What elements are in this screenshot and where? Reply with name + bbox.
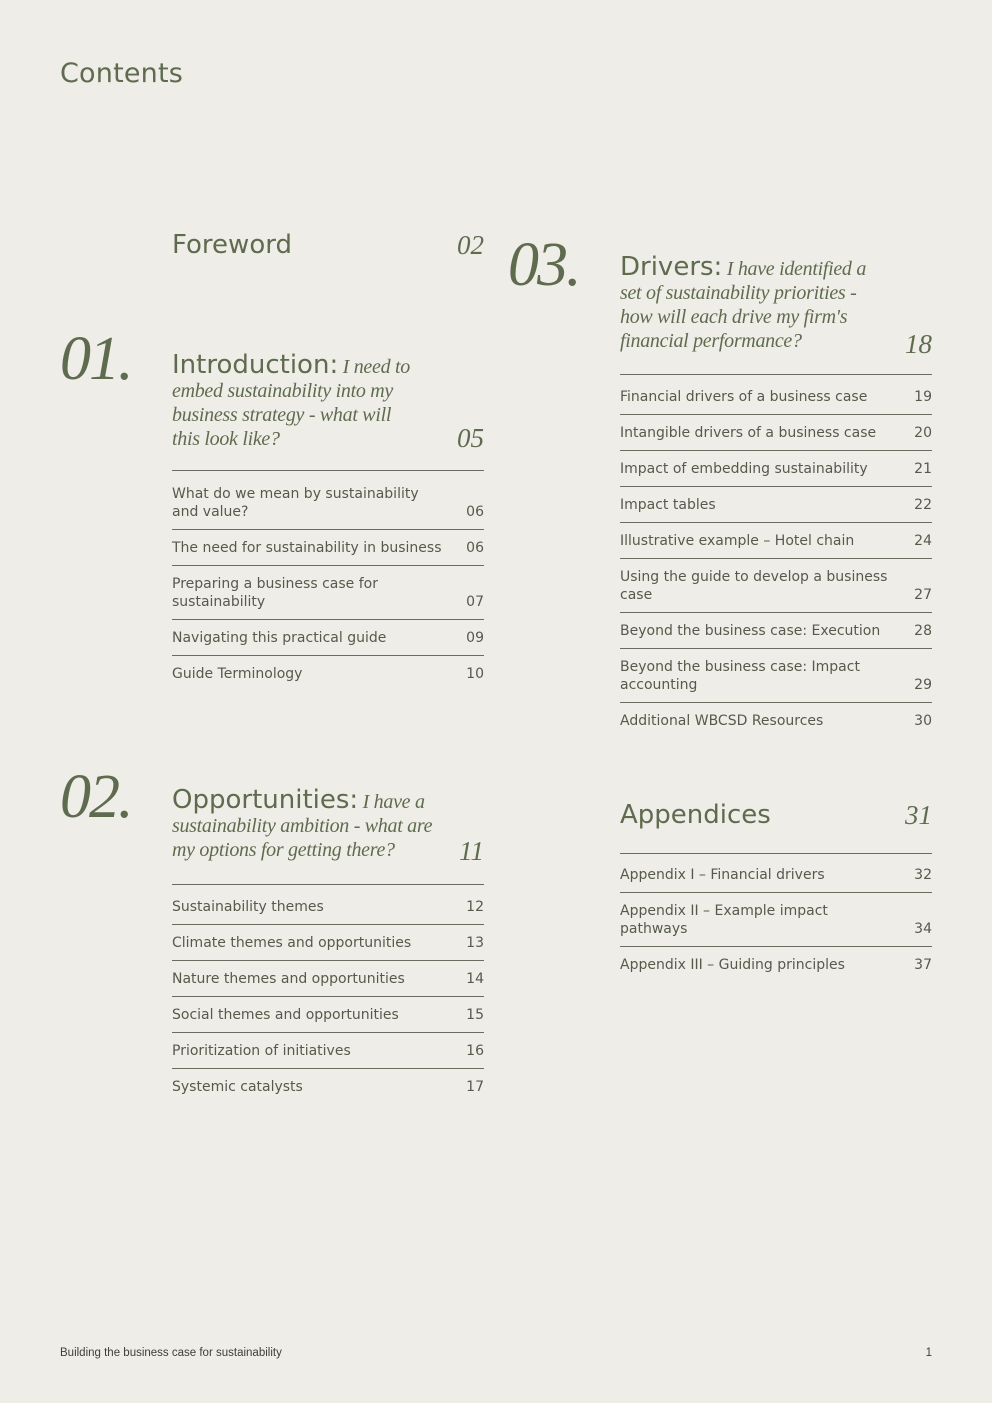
section-number: 03. [508, 231, 580, 299]
toc-item-label: Impact of embedding sustainability [620, 461, 868, 477]
toc-item-label: What do we mean by sustainability and value? [172, 486, 419, 520]
toc-item[interactable] [172, 961, 484, 997]
toc-item[interactable] [620, 854, 932, 893]
toc-item[interactable] [620, 947, 932, 982]
toc-item-page: 06 [466, 504, 484, 520]
footer-page-number: 1 [925, 1347, 932, 1359]
section-subtitle: I have identified a set of sustainability priorities - how will each drive my firm's financial performance? [620, 258, 867, 352]
toc-item-page: 13 [466, 935, 484, 951]
toc-item-label: Financial drivers of a business case [620, 389, 868, 405]
toc-item-label: Impact tables [620, 497, 716, 513]
toc-item-label: Climate themes and opportunities [172, 935, 412, 951]
appendices-heading[interactable] [620, 800, 932, 836]
section-number: 02. [60, 763, 132, 831]
toc-item-label: Preparing a business case for sustainability [172, 576, 378, 610]
toc-list-drivers [620, 374, 932, 738]
section-heading-opportunities[interactable] [172, 785, 484, 869]
toc-item-page: 19 [914, 389, 932, 405]
toc-item-page: 14 [466, 971, 484, 987]
toc-item[interactable] [620, 415, 932, 451]
toc-item-label: Beyond the business case: Execution [620, 623, 881, 639]
toc-item[interactable] [620, 523, 932, 559]
toc-item-label: Guide Terminology [172, 666, 303, 682]
toc-item-page: 06 [466, 540, 484, 556]
toc-item-page: 17 [466, 1079, 484, 1095]
section-title: Introduction: [172, 350, 339, 380]
toc-item[interactable] [172, 997, 484, 1033]
toc-item[interactable] [620, 487, 932, 523]
toc-item-page: 32 [914, 867, 932, 883]
section-subtitle: I need to embed sustainability into my business strategy - what will this look like? [172, 356, 410, 450]
toc-item-page: 20 [914, 425, 932, 441]
toc-item[interactable] [172, 1069, 484, 1104]
section-title: Drivers: [620, 252, 723, 282]
toc-item[interactable] [172, 566, 484, 620]
toc-item[interactable] [172, 620, 484, 656]
section-heading-drivers[interactable] [620, 252, 932, 360]
toc-item[interactable] [172, 885, 484, 925]
toc-item-page: 27 [914, 587, 932, 603]
toc-item-page: 29 [914, 677, 932, 693]
toc-item-label: Nature themes and opportunities [172, 971, 405, 987]
section-page: 11 [459, 836, 484, 866]
toc-item-label: Illustrative example – Hotel chain [620, 533, 855, 549]
toc-item[interactable] [172, 471, 484, 530]
toc-item-label: Prioritization of initiatives [172, 1043, 351, 1059]
section-heading-introduction[interactable] [172, 350, 484, 458]
toc-item[interactable] [172, 925, 484, 961]
section-page: 05 [457, 423, 484, 453]
toc-item-page: 21 [914, 461, 932, 477]
toc-item-page: 09 [466, 630, 484, 646]
toc-item-page: 15 [466, 1007, 484, 1023]
foreword-page: 02 [457, 230, 484, 260]
toc-item-label: Appendix II – Example impact pathways [620, 903, 828, 937]
toc-item-label: Additional WBCSD Resources [620, 713, 824, 729]
toc-list-opportunities [172, 884, 484, 1104]
toc-item-label: Appendix III – Guiding principles [620, 957, 845, 973]
page-title: Contents [60, 58, 184, 89]
foreword-entry[interactable] [172, 230, 484, 266]
toc-item-page: 12 [466, 899, 484, 915]
toc-item-label: Beyond the business case: Impact accounting [620, 659, 860, 693]
toc-item-page: 07 [466, 594, 484, 610]
section-number: 01. [60, 325, 132, 393]
section-page: 18 [905, 329, 932, 359]
toc-item-label: Sustainability themes [172, 899, 324, 915]
toc-item-page: 30 [914, 713, 932, 729]
foreword-label: Foreword [172, 230, 292, 260]
toc-item[interactable] [620, 613, 932, 649]
toc-item[interactable] [620, 649, 932, 703]
toc-item-page: 34 [914, 921, 932, 937]
toc-item-label: Systemic catalysts [172, 1079, 303, 1095]
toc-item-page: 37 [914, 957, 932, 973]
toc-item-label: Intangible drivers of a business case [620, 425, 877, 441]
appendices-page: 31 [905, 800, 932, 830]
toc-item[interactable] [172, 1033, 484, 1069]
toc-item-page: 24 [914, 533, 932, 549]
section-subtitle: I have a sustainability ambition - what are my options for getting there? [172, 791, 433, 861]
toc-item[interactable] [172, 656, 484, 691]
toc-item[interactable] [172, 530, 484, 566]
toc-item-label: Appendix I – Financial drivers [620, 867, 825, 883]
toc-item[interactable] [620, 375, 932, 415]
toc-item-page: 28 [914, 623, 932, 639]
toc-item[interactable] [620, 893, 932, 947]
toc-list-appendices [620, 853, 932, 982]
toc-item[interactable] [620, 451, 932, 487]
appendices-title: Appendices [620, 800, 771, 830]
toc-item-label: The need for sustainability in business [172, 540, 442, 556]
toc-item-label: Using the guide to develop a business case [620, 569, 888, 603]
toc-item-page: 22 [914, 497, 932, 513]
section-title: Opportunities: [172, 785, 359, 815]
toc-item-page: 10 [466, 666, 484, 682]
toc-item-page: 16 [466, 1043, 484, 1059]
footer-document-title: Building the business case for sustainability [60, 1347, 282, 1359]
toc-item[interactable] [620, 559, 932, 613]
toc-list-introduction [172, 470, 484, 691]
toc-item[interactable] [620, 703, 932, 738]
toc-item-label: Navigating this practical guide [172, 630, 387, 646]
toc-item-label: Social themes and opportunities [172, 1007, 399, 1023]
